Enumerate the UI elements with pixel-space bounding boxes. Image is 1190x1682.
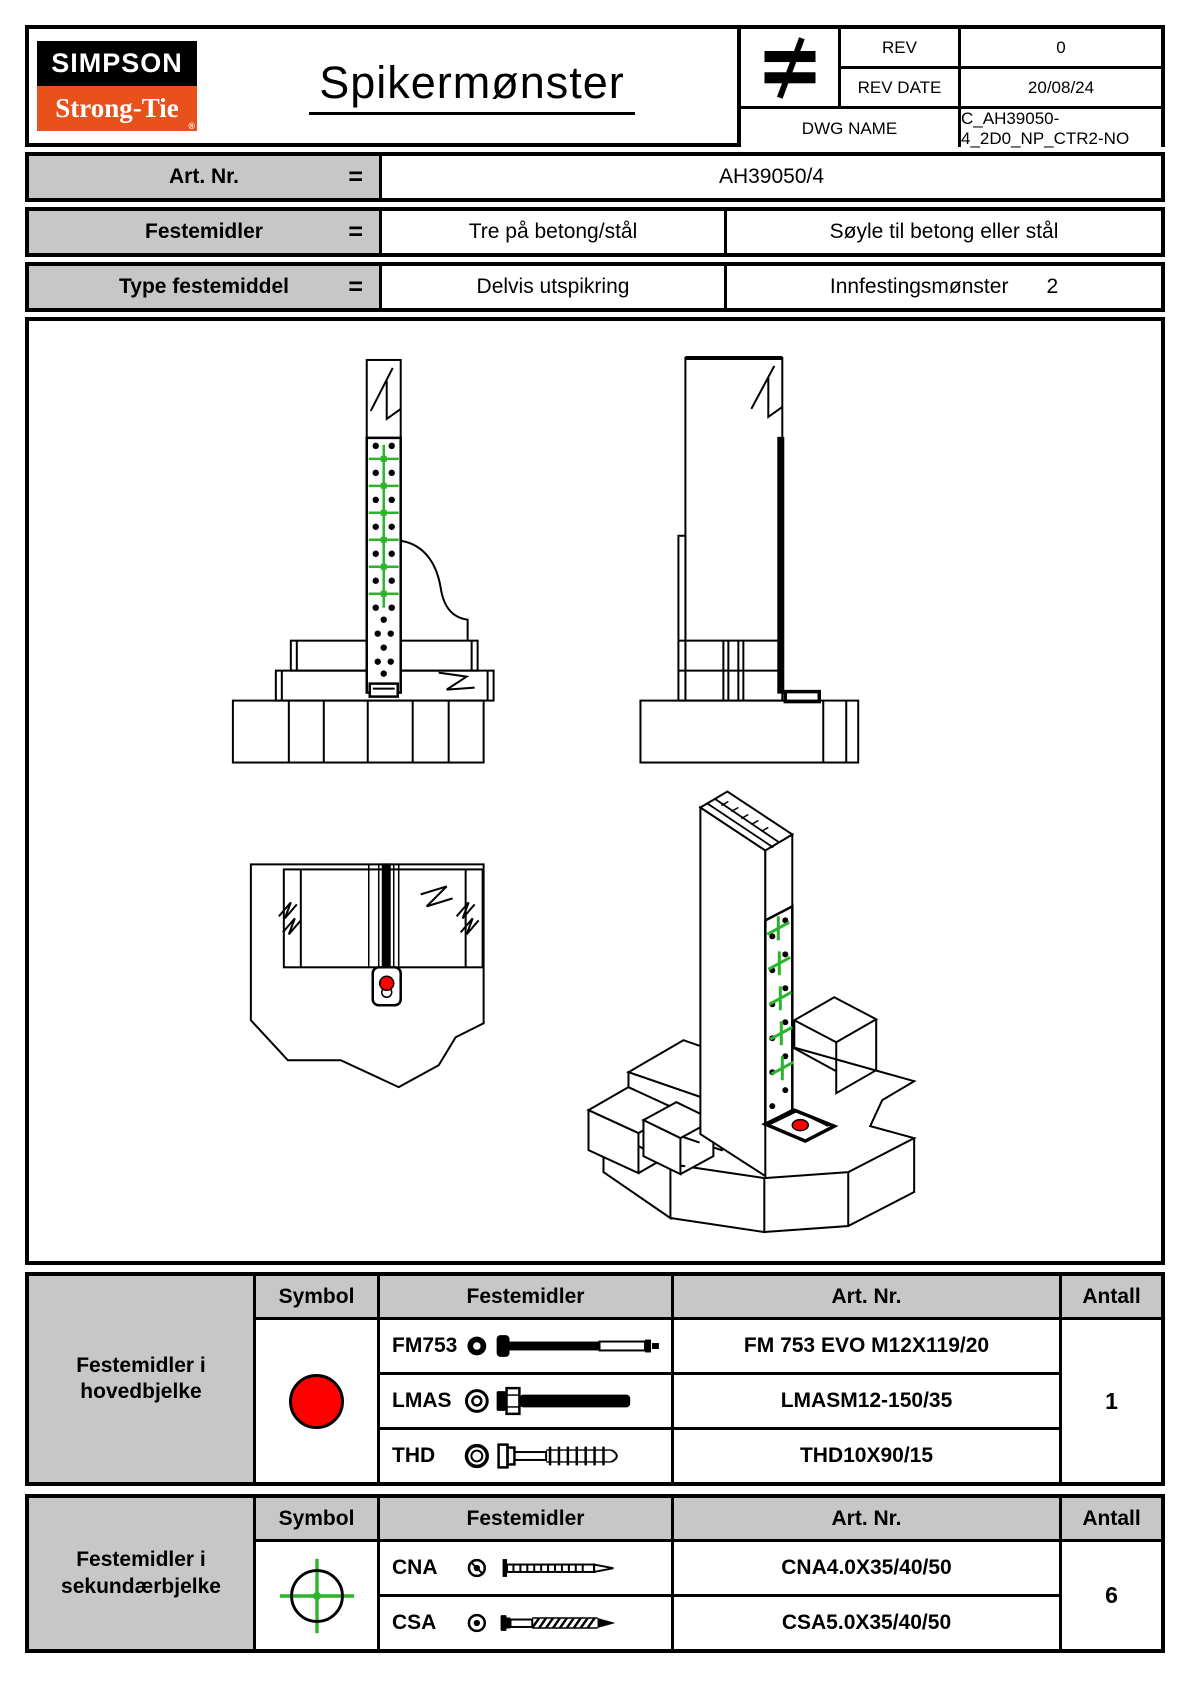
rev-date-value: 20/08/24: [961, 69, 1161, 106]
drawing-sheet: [25, 25, 1165, 1653]
anchor-bolt-marker: [380, 976, 394, 990]
col-header-festemidler: Festemidler: [380, 1498, 671, 1539]
col-header-symbol: Symbol: [256, 1276, 377, 1317]
artnr-label: Art. Nr. =: [29, 156, 379, 198]
anchor-bolt-marker-iso: [792, 1120, 808, 1131]
dwg-name-value: C_AH39050-4_2D0_NP_CTR2-NO: [961, 109, 1161, 149]
cna-nail-icon: [463, 1548, 671, 1588]
artnr-value: CNA4.0X35/40/50: [674, 1542, 1059, 1594]
col-header-festemidler: Festemidler: [380, 1276, 671, 1317]
col-header-symbol: Symbol: [256, 1498, 377, 1539]
side-view-drawing: [640, 358, 858, 763]
fm753-bolt-icon: [463, 1326, 671, 1366]
fastener-code: CSA: [392, 1611, 437, 1634]
not-equal-icon: [741, 29, 838, 106]
festemidler-value-2: Søyle til betong eller stål: [727, 211, 1161, 253]
artnr-value: FM 753 EVO M12X119/20: [674, 1320, 1059, 1372]
symbol-red-circle: [256, 1320, 377, 1482]
festemidler-value-1: Tre på betong/stål: [382, 211, 724, 253]
rev-label: REV: [841, 29, 958, 66]
rev-date-label: REV DATE: [841, 69, 958, 106]
csa-screw-icon: [463, 1603, 671, 1643]
artnr-value: LMASM12-150/35: [674, 1375, 1059, 1427]
table-row-csa: [380, 1597, 671, 1649]
revision-block: [737, 29, 1161, 148]
col-header-artnr: Art. Nr.: [674, 1276, 1059, 1317]
festemidler-label: Festemidler =: [29, 211, 379, 253]
type-value-2: Innfestingsmønster 2: [727, 266, 1161, 308]
table-row-fm753: [380, 1320, 671, 1372]
equals-sign: =: [348, 217, 363, 246]
group-label-sekundaerbjelke: Festemidler i sekundærbjelke: [29, 1498, 253, 1649]
logo-strongtie: Strong-Tie ®: [37, 86, 197, 131]
front-view-drawing: [233, 360, 494, 763]
group-label-hovedbjelke: Festemidler i hovedbjelke: [29, 1276, 253, 1482]
symbol-green-crosshair: [256, 1542, 377, 1649]
col-header-artnr: Art. Nr.: [674, 1498, 1059, 1539]
fastener-code: FM753: [392, 1334, 458, 1357]
brand-logo: [29, 29, 207, 143]
equals-sign: =: [348, 162, 363, 191]
info-row-type: [25, 262, 1165, 312]
info-row-festemidler: [25, 207, 1165, 257]
artnr-value: CSA5.0X35/40/50: [674, 1597, 1059, 1649]
quantity-sekundaerbjelke: 6: [1062, 1542, 1161, 1649]
info-row-artnr: [25, 152, 1165, 202]
lmas-anchor-icon: [463, 1381, 671, 1421]
fastener-table-hovedbjelke: [25, 1272, 1165, 1486]
fastener-table-sekundaerbjelke: [25, 1494, 1165, 1653]
table-row-lmas: [380, 1375, 671, 1427]
technical-drawing-area: [25, 317, 1165, 1265]
rev-value: 0: [961, 29, 1161, 66]
type-value-1: Delvis utspikring: [382, 266, 724, 308]
table-row-cna: [380, 1542, 671, 1594]
thd-screw-icon: [463, 1436, 671, 1476]
fastener-code: CNA: [392, 1556, 438, 1579]
col-header-antall: Antall: [1062, 1276, 1161, 1317]
registered-mark: ®: [188, 121, 195, 131]
col-header-antall: Antall: [1062, 1498, 1161, 1539]
dwg-name-label: DWG NAME: [741, 109, 958, 149]
green-crosshair-icon: [273, 1552, 361, 1640]
quantity-hovedbjelke: 1: [1062, 1320, 1161, 1482]
logo-simpson: SIMPSON: [37, 41, 197, 86]
header: [25, 25, 1165, 147]
pattern-number: 2: [1046, 275, 1059, 298]
artnr-value: AH39050/4: [382, 156, 1161, 198]
table-row-thd: [380, 1430, 671, 1482]
equals-sign: =: [348, 272, 363, 301]
artnr-value: THD10X90/15: [674, 1430, 1059, 1482]
red-dot-icon: [289, 1374, 344, 1429]
top-view-drawing: [251, 864, 484, 1087]
isometric-view-drawing: [589, 791, 915, 1232]
fastener-code: THD: [392, 1444, 436, 1467]
type-label: Type festemiddel =: [29, 266, 379, 308]
fastener-code: LMAS: [392, 1389, 452, 1412]
page-title: Spikermønster: [309, 57, 635, 115]
